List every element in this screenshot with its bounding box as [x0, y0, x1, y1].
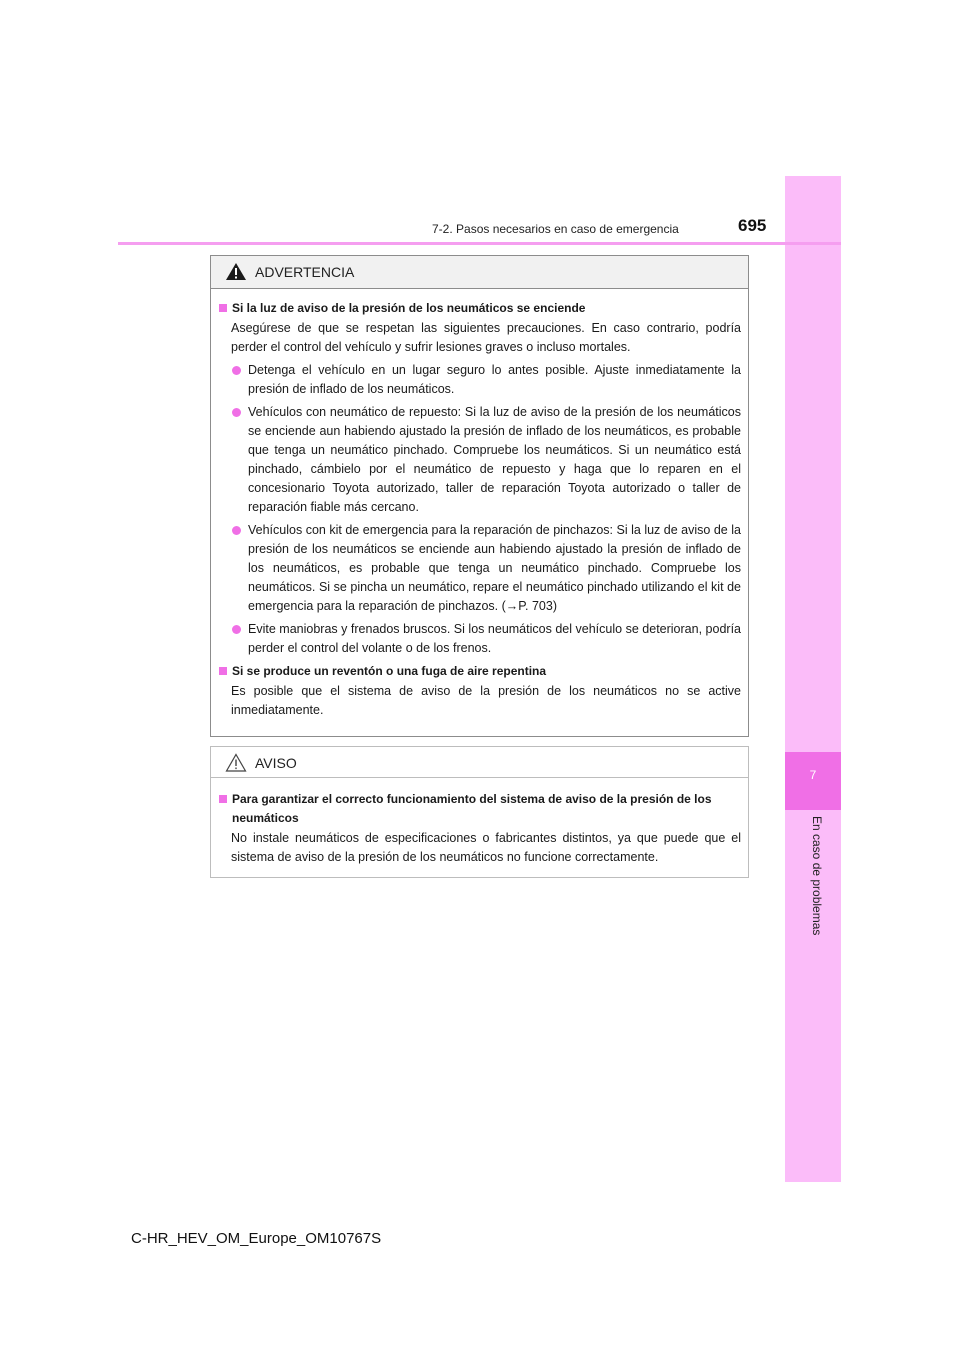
warning-bullet-text: Evite maniobras y frenados bruscos. Si los neumáticos del vehículo se deterioran, podría perder el control del volante o de los frenos. [248, 622, 741, 655]
warning-box-body [211, 289, 748, 720]
square-bullet-icon [219, 795, 227, 803]
side-tab [785, 176, 841, 1182]
warning-heading-text: Si se produce un reventón o una fuga de aire repentina [232, 664, 547, 678]
round-bullet-icon [232, 408, 241, 417]
notice-paragraph: No instale neumáticos de especificaciones o fabricantes distintos, ya que puede que el sistema de aviso de la presión de los neumáticos no funcione correctamente. [231, 831, 741, 864]
round-bullet-icon [232, 366, 241, 375]
warning-bullet [218, 620, 741, 658]
warning-bullet-text: Detenga el vehículo en un lugar seguro lo antes posible. Ajuste inmediatamente la presión de inflado de los neumáticos. [248, 363, 741, 396]
warning-bullet [218, 403, 741, 517]
warning-heading-text: Si la luz de aviso de la presión de los neumáticos se enciende [232, 301, 586, 315]
warning-triangle-icon [225, 262, 247, 281]
round-bullet-icon [232, 625, 241, 634]
warning-paragraph: Es posible que el sistema de aviso de la presión de los neumáticos no se active inmediatamente. [231, 684, 741, 717]
warning-heading [218, 299, 741, 318]
chapter-number: 7 [809, 768, 817, 782]
square-bullet-icon [219, 667, 227, 675]
warning-bullet [218, 521, 741, 616]
warning-bullet-text: Vehículos con kit de emergencia para la reparación de pinchazos: Si la luz de aviso de la presión de los neumáticos se enciende aun habiendo ajustado la presión de inflado de los neumáticos, es probable que tenga un neumático pinchado. Compruebe los neumáticos. Si se pincha un neumático, repare el neumático pinchado utilizando el kit de emergencia para la reparación de pinchazos. (→P. 703) [248, 523, 741, 613]
notice-box-body [211, 778, 748, 867]
warning-heading [218, 662, 741, 681]
warning-bullet-text: Vehículos con neumático de repuesto: Si la luz de aviso de la presión de los neumáticos se enciende aun habiendo ajustado la presión de inflado de los neumáticos, es probable que tenga un neumático pinchado. Compruebe los neumáticos. Si un neumático está pinchado, cámbielo por el neumático de repuesto y haga que lo reparen en el concesionario Toyota autorizado, taller de reparación Toyota autorizado o taller de reparación fiable más cercano. [248, 405, 741, 514]
warning-box [210, 255, 749, 737]
square-bullet-icon [219, 304, 227, 312]
notice-box [210, 746, 749, 878]
header-rule [118, 242, 841, 245]
notice-title: AVISO [255, 755, 297, 771]
document-id: C-HR_HEV_OM_Europe_OM10767S [131, 1230, 382, 1247]
warning-box-header [211, 256, 748, 289]
notice-heading [218, 790, 741, 828]
warning-paragraph: Asegúrese de que se respetan las siguientes precauciones. En caso contrario, podría perder el control del vehículo y sufrir lesiones graves o incluso mortales. [231, 321, 741, 354]
section-title: 7-2. Pasos necesarios en caso de emergencia [432, 222, 679, 236]
notice-box-header [211, 747, 748, 778]
caution-triangle-icon [225, 753, 247, 772]
warning-bullet [218, 361, 741, 399]
warning-title: ADVERTENCIA [255, 264, 355, 280]
chapter-title: En caso de problemas [810, 816, 824, 936]
page-number: 695 [738, 216, 767, 235]
notice-heading-text: Para garantizar el correcto funcionamiento del sistema de aviso de la presión de los neumáticos [232, 792, 712, 825]
round-bullet-icon [232, 526, 241, 535]
